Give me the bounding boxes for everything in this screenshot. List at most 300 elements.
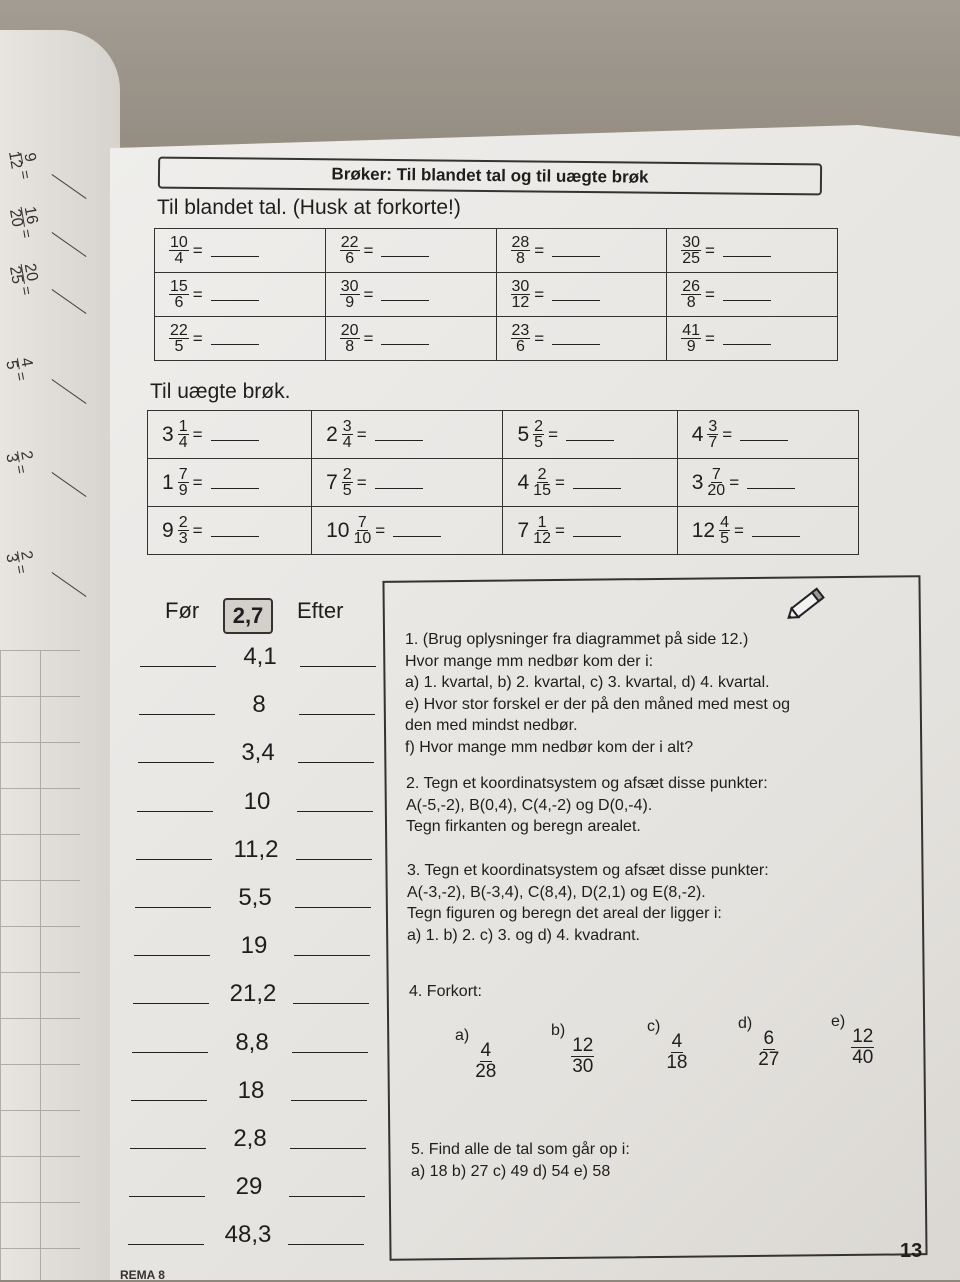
table-cell bbox=[312, 507, 503, 555]
table-cell bbox=[148, 411, 312, 459]
fraction bbox=[571, 1036, 594, 1077]
exercise bbox=[326, 515, 502, 546]
exercise bbox=[681, 279, 837, 310]
left-page-fraction bbox=[6, 147, 40, 181]
answer-blank[interactable] bbox=[752, 524, 800, 537]
given-value: 48,3 bbox=[224, 1221, 272, 1249]
before-blank[interactable] bbox=[135, 907, 211, 908]
item-label: b) bbox=[551, 1022, 566, 1039]
equals-sign: = bbox=[192, 472, 203, 492]
item-label: d) bbox=[738, 1015, 753, 1032]
answer-blank[interactable] bbox=[566, 428, 614, 441]
after-blank[interactable] bbox=[292, 1052, 368, 1053]
table-cell bbox=[496, 229, 667, 273]
task-line: A(-5,-2), B(0,4), C(4,-2) og D(0,-4). bbox=[406, 796, 653, 814]
equals-sign: = bbox=[15, 168, 34, 181]
before-blank[interactable] bbox=[128, 1244, 204, 1245]
exercise bbox=[326, 419, 502, 450]
answer-blank[interactable] bbox=[211, 428, 259, 441]
exercise bbox=[692, 419, 858, 450]
fraction bbox=[340, 323, 360, 354]
whole-number: 4 bbox=[517, 470, 530, 494]
fraction bbox=[7, 261, 39, 286]
before-blank[interactable] bbox=[133, 1003, 209, 1004]
exercise bbox=[517, 515, 676, 546]
after-blank[interactable] bbox=[289, 1196, 365, 1197]
equals-sign: = bbox=[16, 284, 35, 297]
equals-sign: = bbox=[705, 240, 715, 260]
numerator: 30 bbox=[682, 234, 701, 251]
answer-line bbox=[52, 289, 87, 314]
numerator: 23 bbox=[511, 322, 530, 339]
table-cell bbox=[667, 229, 838, 273]
numerator: 6 bbox=[763, 1028, 775, 1049]
numerator: 4 bbox=[720, 514, 729, 531]
equals-sign: = bbox=[534, 240, 545, 260]
rule-box: 2,7 bbox=[223, 598, 273, 634]
numerator: 2 bbox=[537, 466, 547, 483]
equals-sign: = bbox=[192, 240, 203, 260]
denominator: 4 bbox=[174, 250, 184, 267]
exercise bbox=[692, 515, 858, 546]
equals-sign: = bbox=[192, 520, 203, 540]
after-blank[interactable] bbox=[291, 1100, 367, 1101]
numerator: 41 bbox=[682, 322, 701, 339]
equals-sign: = bbox=[11, 370, 30, 383]
exercise bbox=[169, 235, 325, 266]
equals-sign: = bbox=[11, 563, 30, 576]
table-row bbox=[148, 411, 859, 459]
numerator: 1 bbox=[178, 418, 188, 435]
equals-sign: = bbox=[363, 240, 374, 260]
exercise bbox=[162, 419, 311, 450]
task-line: a) 1. b) 2. c) 3. og d) 4. kvadrant. bbox=[407, 926, 640, 944]
table-to-mixed-number bbox=[154, 228, 838, 361]
numerator: 2 bbox=[178, 514, 188, 531]
equals-sign: = bbox=[192, 284, 203, 304]
item-label: a) bbox=[455, 1027, 470, 1044]
answer-blank[interactable] bbox=[211, 288, 259, 301]
numerator: 3 bbox=[342, 418, 352, 435]
table-cell bbox=[503, 411, 677, 459]
table-row bbox=[155, 317, 838, 361]
equals-sign: = bbox=[375, 520, 386, 540]
fraction bbox=[707, 467, 725, 498]
answer-blank[interactable] bbox=[723, 244, 771, 257]
after-blank[interactable] bbox=[294, 955, 370, 956]
whole-number: 9 bbox=[162, 518, 174, 542]
fraction bbox=[666, 1032, 687, 1073]
footer-publisher: REMA 8 bbox=[120, 1268, 165, 1282]
fraction bbox=[533, 467, 551, 498]
left-page-fraction bbox=[7, 261, 41, 297]
table-cell bbox=[148, 507, 312, 555]
table-cell bbox=[148, 459, 312, 507]
fraction bbox=[511, 235, 531, 266]
fraction bbox=[178, 419, 189, 450]
answer-blank[interactable] bbox=[381, 288, 429, 301]
before-label: Før bbox=[165, 598, 200, 623]
denominator: 6 bbox=[345, 250, 355, 267]
answer-blank[interactable] bbox=[375, 476, 423, 489]
answer-blank[interactable] bbox=[573, 524, 621, 537]
denominator: 25 bbox=[682, 250, 701, 267]
answer-blank[interactable] bbox=[552, 244, 600, 257]
after-blank[interactable] bbox=[296, 859, 372, 860]
whole-number: 10 bbox=[326, 518, 350, 542]
task-1 bbox=[405, 629, 790, 758]
before-blank[interactable] bbox=[134, 955, 210, 956]
answer-line bbox=[52, 232, 87, 257]
fraction bbox=[681, 235, 701, 266]
fraction bbox=[6, 147, 38, 170]
task-2 bbox=[406, 773, 768, 838]
after-blank[interactable] bbox=[293, 1003, 369, 1004]
table-cell bbox=[677, 411, 858, 459]
equals-sign: = bbox=[705, 284, 715, 304]
equals-sign: = bbox=[363, 328, 374, 348]
before-after-row bbox=[128, 1221, 368, 1251]
task-line: a) 18 b) 27 c) 49 d) 54 e) 58 bbox=[411, 1162, 611, 1180]
denominator: 28 bbox=[475, 1061, 497, 1082]
fraction bbox=[533, 419, 544, 450]
exercise bbox=[169, 323, 325, 354]
whole-number: 1 bbox=[162, 470, 174, 494]
before-blank[interactable] bbox=[129, 1196, 205, 1197]
fraction bbox=[681, 279, 701, 310]
after-blank[interactable] bbox=[297, 811, 373, 812]
table-cell bbox=[667, 317, 838, 361]
item-label: c) bbox=[647, 1018, 661, 1035]
whole-number: 7 bbox=[326, 470, 338, 494]
fraction bbox=[681, 323, 701, 354]
fraction bbox=[178, 515, 189, 546]
numerator: 20 bbox=[20, 262, 41, 283]
answer-blank[interactable] bbox=[211, 244, 259, 257]
whole-number: 5 bbox=[517, 422, 530, 446]
exercise bbox=[511, 235, 667, 266]
before-after-row bbox=[135, 884, 375, 914]
task-line: e) Hvor stor forskel er der på den måned med mest og bbox=[405, 695, 791, 713]
numerator: 12 bbox=[852, 1026, 874, 1047]
whole-number: 4 bbox=[691, 422, 704, 446]
numerator: 2 bbox=[534, 418, 544, 435]
before-after-row bbox=[129, 1173, 369, 1203]
answer-blank[interactable] bbox=[211, 524, 259, 537]
after-blank[interactable] bbox=[298, 762, 374, 763]
denominator: 12 bbox=[511, 294, 530, 311]
given-value: 3,4 bbox=[241, 739, 275, 767]
given-value: 8,8 bbox=[235, 1028, 269, 1056]
before-after-row bbox=[133, 980, 373, 1010]
numerator: 22 bbox=[340, 234, 359, 251]
numerator: 7 bbox=[357, 514, 367, 531]
denominator: 3 bbox=[2, 552, 21, 564]
denominator: 3 bbox=[2, 452, 21, 464]
simplify-item bbox=[647, 1018, 687, 1073]
exercise bbox=[517, 467, 676, 498]
after-blank[interactable] bbox=[300, 666, 376, 667]
given-value: 11,2 bbox=[233, 835, 279, 863]
fraction bbox=[707, 419, 718, 450]
task-line: Tegn firkanten og beregn arealet. bbox=[406, 818, 641, 835]
denominator: 30 bbox=[572, 1056, 594, 1077]
denominator: 5 bbox=[720, 530, 729, 547]
given-value: 8 bbox=[252, 691, 266, 719]
before-blank[interactable] bbox=[137, 811, 213, 812]
numerator: 4 bbox=[480, 1040, 492, 1061]
answer-blank[interactable] bbox=[723, 332, 771, 345]
table-cell bbox=[325, 273, 496, 317]
task-line: 3. Tegn et koordinatsystem og afsæt disse punkter: bbox=[407, 862, 769, 879]
answer-blank[interactable] bbox=[211, 332, 259, 345]
answer-blank[interactable] bbox=[552, 288, 600, 301]
answer-blank[interactable] bbox=[552, 332, 600, 345]
denominator: 9 bbox=[345, 294, 355, 311]
equals-sign: = bbox=[722, 424, 733, 444]
equals-sign: = bbox=[192, 424, 203, 444]
answer-blank[interactable] bbox=[393, 524, 441, 537]
page-number: 13 bbox=[900, 1240, 923, 1262]
denominator: 9 bbox=[178, 482, 188, 499]
answer-blank[interactable] bbox=[375, 428, 423, 441]
page-title: Brøker: Til blandet tal og til uægte brøk bbox=[158, 157, 822, 196]
fraction bbox=[342, 467, 353, 498]
table-cell bbox=[667, 273, 838, 317]
fraction bbox=[342, 419, 353, 450]
denominator: 12 bbox=[533, 530, 551, 547]
fraction bbox=[2, 449, 36, 465]
numerator: 16 bbox=[20, 205, 41, 226]
fraction bbox=[340, 235, 360, 266]
section-heading-mixed: Til blandet tal. (Husk at forkorte!) bbox=[157, 196, 461, 219]
answer-line bbox=[52, 379, 87, 404]
given-value: 19 bbox=[240, 932, 268, 960]
task-line: a) 1. kvartal, b) 2. kvartal, c) 3. kvartal, d) 4. kvartal. bbox=[405, 674, 770, 691]
numerator: 9 bbox=[20, 151, 39, 164]
exercise bbox=[681, 323, 837, 354]
simplify-item bbox=[831, 1013, 874, 1068]
before-blank[interactable] bbox=[136, 859, 212, 860]
numerator: 2 bbox=[17, 549, 36, 562]
exercise bbox=[340, 279, 496, 310]
task-line: A(-3,-2), B(-3,4), C(8,4), D(2,1) og E(8,-2). bbox=[407, 883, 706, 901]
task-line: den med mindst nedbør. bbox=[405, 717, 578, 734]
fraction bbox=[178, 467, 189, 498]
fraction bbox=[353, 515, 371, 546]
fraction bbox=[169, 323, 189, 354]
numerator: 3 bbox=[708, 418, 718, 435]
given-value: 18 bbox=[237, 1076, 265, 1104]
denominator: 20 bbox=[707, 482, 726, 499]
equals-sign: = bbox=[363, 284, 374, 304]
task-5 bbox=[411, 1139, 630, 1182]
before-blank[interactable] bbox=[132, 1052, 208, 1053]
before-blank[interactable] bbox=[131, 1100, 207, 1101]
fraction bbox=[2, 356, 36, 372]
fraction bbox=[2, 549, 36, 565]
fraction bbox=[851, 1027, 874, 1068]
table-cell bbox=[155, 317, 326, 361]
task-line: 1. (Brug oplysninger fra diagrammet på side 12.) bbox=[405, 631, 749, 648]
answer-blank[interactable] bbox=[211, 476, 259, 489]
task-3 bbox=[407, 860, 769, 946]
table-cell bbox=[312, 459, 503, 507]
before-after-row bbox=[139, 691, 379, 721]
table-cell bbox=[496, 273, 667, 317]
fraction bbox=[758, 1029, 779, 1070]
equals-sign: = bbox=[11, 463, 30, 476]
answer-line bbox=[52, 472, 87, 497]
denominator: 18 bbox=[666, 1052, 688, 1073]
table-row bbox=[148, 459, 859, 507]
answer-blank[interactable] bbox=[381, 244, 429, 257]
left-page-fraction bbox=[3, 549, 35, 576]
left-page-fraction bbox=[7, 204, 41, 240]
answer-blank[interactable] bbox=[740, 428, 788, 441]
before-after-row bbox=[134, 932, 374, 962]
exercise bbox=[517, 419, 676, 450]
given-value: 2,8 bbox=[233, 1125, 267, 1152]
before-blank[interactable] bbox=[139, 714, 215, 715]
numerator: 4 bbox=[17, 356, 36, 369]
denominator: 5 bbox=[2, 359, 21, 371]
denominator: 12 bbox=[4, 149, 25, 171]
equals-sign: = bbox=[705, 328, 715, 348]
fraction bbox=[7, 204, 39, 229]
equals-sign: = bbox=[534, 328, 545, 348]
denominator: 8 bbox=[345, 338, 355, 355]
before-after-row bbox=[130, 1125, 370, 1155]
left-page-fraction bbox=[3, 449, 35, 476]
answer-line bbox=[52, 174, 87, 199]
table-row bbox=[155, 273, 838, 317]
denominator: 40 bbox=[852, 1047, 874, 1068]
before-blank[interactable] bbox=[138, 762, 214, 763]
fraction bbox=[533, 515, 551, 546]
equals-sign: = bbox=[356, 424, 367, 444]
table-cell bbox=[677, 507, 858, 555]
denominator: 4 bbox=[342, 434, 352, 451]
denominator: 25 bbox=[5, 264, 26, 286]
task-line: 5. Find alle de tal som går op i: bbox=[411, 1141, 630, 1158]
numerator: 10 bbox=[170, 234, 188, 251]
table-to-improper-fraction bbox=[147, 410, 859, 555]
numerator: 15 bbox=[170, 278, 188, 295]
task-line: 2. Tegn et koordinatsystem og afsæt disse punkter: bbox=[406, 775, 768, 792]
given-value: 10 bbox=[243, 787, 271, 815]
before-blank[interactable] bbox=[140, 666, 216, 667]
numerator: 20 bbox=[340, 322, 359, 339]
item-label: e) bbox=[831, 1013, 846, 1030]
task-line: Hvor mange mm nedbør kom der i: bbox=[405, 652, 654, 670]
after-label: Efter bbox=[297, 598, 344, 623]
exercise bbox=[169, 279, 325, 310]
denominator: 15 bbox=[533, 482, 551, 499]
fraction bbox=[511, 323, 531, 354]
fraction bbox=[719, 515, 730, 546]
table-cell bbox=[503, 507, 677, 555]
numerator: 2 bbox=[17, 449, 36, 462]
numerator: 26 bbox=[682, 278, 701, 295]
after-blank[interactable] bbox=[299, 714, 375, 715]
section-heading-improper: Til uægte brøk. bbox=[150, 380, 291, 403]
table-row bbox=[155, 229, 838, 273]
whole-number: 2 bbox=[326, 422, 338, 446]
denominator: 4 bbox=[178, 434, 188, 451]
table-cell bbox=[503, 459, 677, 507]
before-blank[interactable] bbox=[130, 1148, 206, 1149]
exercise bbox=[326, 467, 502, 498]
left-page bbox=[0, 30, 120, 1280]
numerator: 2 bbox=[342, 466, 352, 483]
task-4-label: 4. Forkort: bbox=[409, 983, 482, 1000]
denominator: 9 bbox=[686, 338, 696, 355]
answer-blank[interactable] bbox=[747, 476, 795, 489]
exercise bbox=[681, 235, 837, 266]
denominator: 20 bbox=[5, 207, 26, 229]
exercise bbox=[511, 323, 667, 354]
numerator: 1 bbox=[537, 514, 547, 531]
grid-paper bbox=[0, 650, 80, 1280]
after-blank[interactable] bbox=[295, 907, 371, 908]
numerator: 7 bbox=[178, 466, 188, 483]
before-after-row bbox=[136, 836, 376, 866]
given-value: 4,1 bbox=[243, 643, 277, 670]
denominator: 6 bbox=[174, 294, 184, 311]
fraction bbox=[169, 279, 189, 310]
numerator: 30 bbox=[340, 278, 359, 295]
answer-blank[interactable] bbox=[573, 476, 621, 489]
table-row bbox=[148, 507, 859, 555]
before-after-row bbox=[138, 739, 378, 769]
after-blank[interactable] bbox=[288, 1244, 364, 1245]
given-value: 29 bbox=[235, 1173, 263, 1201]
table-cell bbox=[155, 273, 326, 317]
denominator: 7 bbox=[708, 434, 718, 451]
fraction bbox=[475, 1041, 496, 1082]
numerator: 22 bbox=[170, 322, 188, 339]
denominator: 27 bbox=[758, 1049, 780, 1070]
fraction bbox=[169, 235, 189, 266]
equals-sign: = bbox=[729, 472, 740, 492]
given-value: 21,2 bbox=[229, 980, 277, 1008]
whole-number: 3 bbox=[162, 422, 174, 446]
answer-blank[interactable] bbox=[723, 288, 771, 301]
before-after-row bbox=[132, 1029, 372, 1059]
fraction bbox=[340, 279, 360, 310]
after-blank[interactable] bbox=[290, 1148, 366, 1149]
pencil-icon bbox=[784, 584, 830, 624]
equals-sign: = bbox=[554, 472, 565, 492]
answer-line bbox=[52, 572, 87, 597]
simplify-item bbox=[738, 1015, 779, 1070]
table-cell bbox=[677, 459, 858, 507]
task-line: Tegn figuren og beregn det areal der ligger i: bbox=[407, 905, 722, 922]
before-after-row bbox=[137, 788, 377, 818]
denominator: 5 bbox=[534, 434, 544, 451]
equals-sign: = bbox=[16, 227, 35, 240]
answer-blank[interactable] bbox=[381, 332, 429, 345]
denominator: 10 bbox=[353, 530, 372, 547]
simplify-item bbox=[455, 1027, 496, 1082]
exercise bbox=[511, 279, 667, 310]
whole-number: 7 bbox=[517, 518, 530, 542]
equals-sign: = bbox=[534, 284, 545, 304]
exercise bbox=[162, 467, 311, 498]
equals-sign: = bbox=[192, 328, 203, 348]
exercise bbox=[340, 235, 496, 266]
